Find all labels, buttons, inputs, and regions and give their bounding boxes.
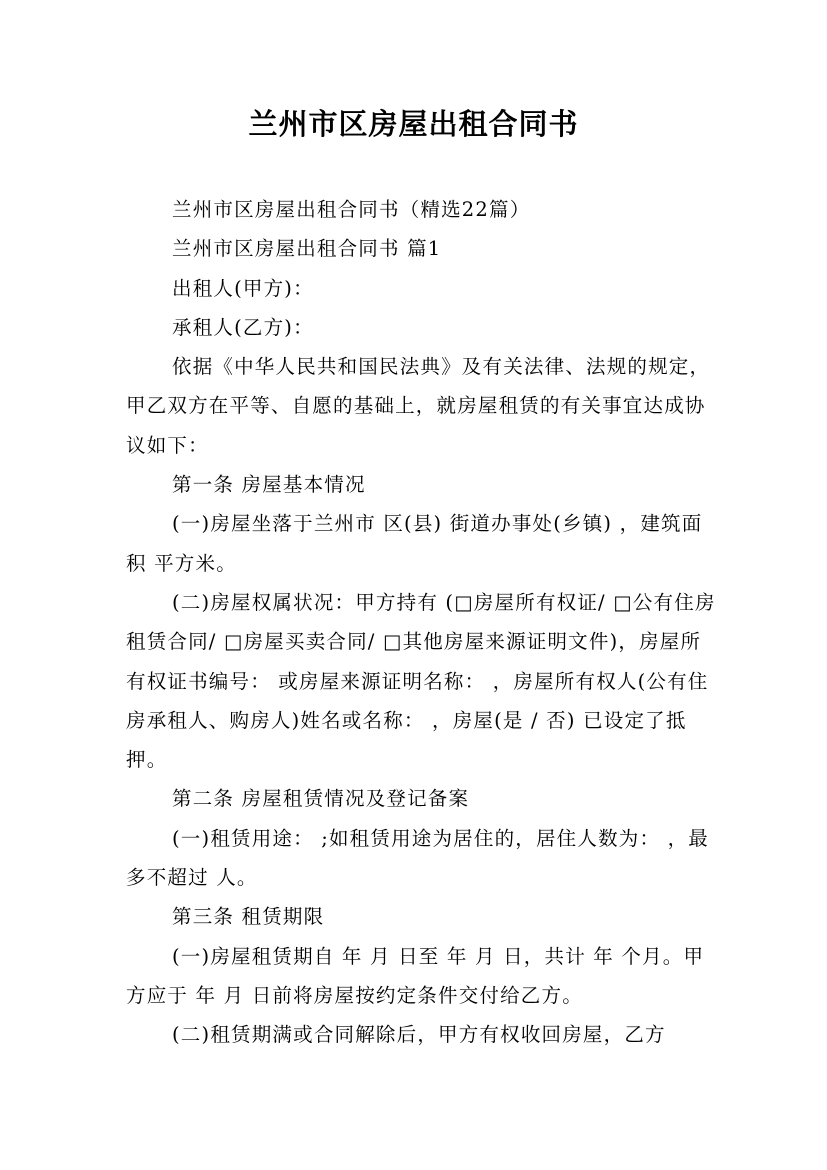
document-title: 兰州市区房屋出租合同书	[248, 107, 579, 141]
paragraph: 出租人(甲方)：	[172, 276, 314, 300]
paragraph: (二)租赁期满或合同解除后，甲方有权收回房屋，乙方	[172, 1023, 666, 1047]
paragraph: 兰州市区房屋出租合同书（精选22篇）	[172, 198, 531, 221]
paragraph: 依据《中华人民共和国民法典》及有关法律、法规的规定，甲乙双方在平等、自愿的基础上，就房屋租赁的有关事宜达成协议如下：	[126, 355, 711, 457]
paragraph: (一)房屋坐落于兰州市 区(县) 街道办事处(乡镇) ，建筑面积 平方米。	[126, 512, 703, 575]
paragraph: 兰州市区房屋出租合同书 篇1	[172, 237, 442, 261]
document-body	[126, 190, 716, 1055]
paragraph: (一)房屋租赁期自 年 月 日至 年 月 日，共计 年 个月。甲方应于 年 月 日前将房屋按约定条件交付给乙方。	[126, 944, 705, 1007]
section-heading: 第三条 租赁期限	[172, 905, 325, 929]
paragraph: 承租人(乙方)：	[172, 315, 314, 339]
paragraph: (二)房屋权属状况：甲方持有 (□房屋所有权证/ □公有住房租赁合同/ □房屋买卖合同/ □其他房屋来源证明文件)，房屋所有权证书编号： 或房屋来源证明名称： ，房屋所有权人(公有住房承租人、购房人)姓名或名称： ，房屋(是 / 否) 已设定了抵押。	[126, 590, 716, 772]
paragraph: (一)租赁用途： ;如租赁用途为居住的，居住人数为： ，最多不超过 人。	[126, 826, 709, 890]
section-heading: 第一条 房屋基本情况	[172, 473, 366, 497]
section-heading: 第二条 房屋租赁情况及登记备案	[172, 787, 470, 811]
